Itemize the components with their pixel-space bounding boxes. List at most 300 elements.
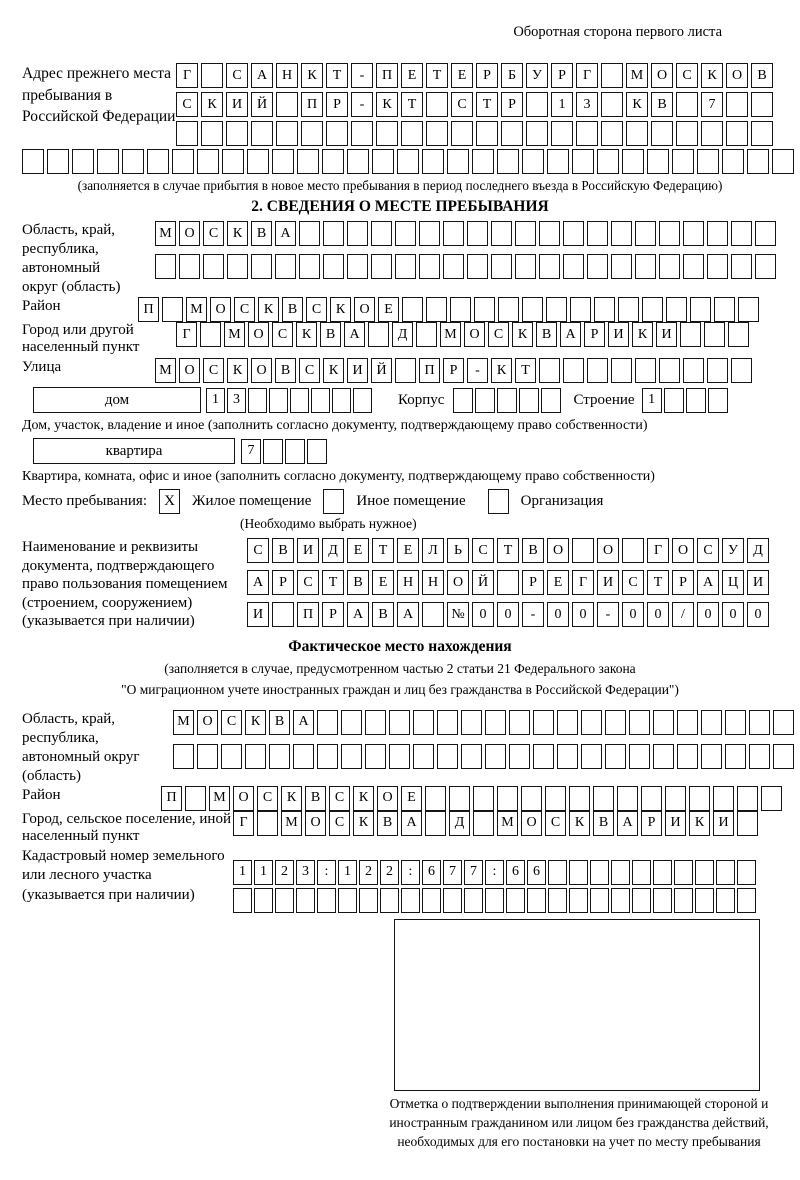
char-box[interactable]: С: [226, 63, 248, 88]
char-box[interactable]: 2: [380, 860, 399, 885]
char-box[interactable]: [380, 888, 399, 913]
char-box[interactable]: [422, 888, 441, 913]
char-box[interactable]: [447, 149, 469, 174]
char-box[interactable]: Р: [551, 63, 573, 88]
char-box[interactable]: В: [651, 92, 673, 117]
char-box[interactable]: [226, 121, 248, 146]
char-box[interactable]: О: [251, 358, 272, 383]
char-box[interactable]: [714, 297, 735, 322]
char-box[interactable]: [290, 388, 309, 413]
char-box[interactable]: О: [179, 358, 200, 383]
char-box[interactable]: К: [701, 63, 723, 88]
char-box[interactable]: Е: [347, 538, 369, 563]
char-box[interactable]: В: [751, 63, 773, 88]
char-box[interactable]: [353, 388, 372, 413]
char-box[interactable]: [611, 888, 630, 913]
char-box[interactable]: [475, 388, 495, 413]
char-box[interactable]: Т: [515, 358, 536, 383]
char-box[interactable]: [401, 888, 420, 913]
char-box[interactable]: 6: [527, 860, 546, 885]
char-box[interactable]: О: [179, 221, 200, 246]
char-box[interactable]: Т: [476, 92, 498, 117]
char-box[interactable]: С: [676, 63, 698, 88]
char-box[interactable]: [285, 439, 305, 464]
char-box[interactable]: 2: [275, 860, 294, 885]
char-box[interactable]: О: [305, 811, 326, 836]
char-box[interactable]: О: [464, 322, 485, 347]
char-box[interactable]: С: [451, 92, 473, 117]
char-box[interactable]: [322, 149, 344, 174]
char-box[interactable]: [526, 92, 548, 117]
char-box[interactable]: С: [488, 322, 509, 347]
char-box[interactable]: [464, 888, 483, 913]
char-box[interactable]: [422, 149, 444, 174]
char-box[interactable]: [301, 121, 323, 146]
char-box[interactable]: [557, 744, 578, 769]
char-box[interactable]: [695, 860, 714, 885]
char-box[interactable]: [419, 254, 440, 279]
char-box[interactable]: [147, 149, 169, 174]
char-box[interactable]: [296, 888, 315, 913]
char-box[interactable]: [731, 358, 752, 383]
char-box[interactable]: [332, 388, 351, 413]
char-box[interactable]: [737, 860, 756, 885]
char-box[interactable]: 1: [254, 860, 273, 885]
char-box[interactable]: [632, 888, 651, 913]
char-box[interactable]: И: [713, 811, 734, 836]
char-box[interactable]: [519, 388, 539, 413]
char-box[interactable]: [539, 254, 560, 279]
char-box[interactable]: [449, 786, 470, 811]
char-box[interactable]: К: [281, 786, 302, 811]
char-box[interactable]: [413, 710, 434, 735]
char-box[interactable]: С: [329, 811, 350, 836]
char-box[interactable]: С: [203, 358, 224, 383]
char-box[interactable]: В: [522, 538, 544, 563]
char-box[interactable]: С: [472, 538, 494, 563]
char-box[interactable]: [751, 92, 773, 117]
char-box[interactable]: [772, 149, 794, 174]
char-box[interactable]: -: [351, 92, 373, 117]
char-box[interactable]: Р: [501, 92, 523, 117]
char-box[interactable]: О: [377, 786, 398, 811]
char-box[interactable]: В: [272, 538, 294, 563]
char-box[interactable]: [347, 149, 369, 174]
char-box[interactable]: [197, 149, 219, 174]
char-box[interactable]: [547, 149, 569, 174]
char-box[interactable]: [473, 786, 494, 811]
char-box[interactable]: [617, 786, 638, 811]
char-box[interactable]: [233, 888, 252, 913]
char-box[interactable]: А: [347, 602, 369, 627]
char-box[interactable]: [725, 710, 746, 735]
char-box[interactable]: [254, 888, 273, 913]
char-box[interactable]: Н: [276, 63, 298, 88]
char-box[interactable]: [593, 786, 614, 811]
char-box[interactable]: Г: [176, 63, 198, 88]
char-box[interactable]: [491, 254, 512, 279]
char-box[interactable]: [570, 297, 591, 322]
char-box[interactable]: [747, 149, 769, 174]
char-box[interactable]: Н: [397, 570, 419, 595]
char-box[interactable]: [22, 149, 44, 174]
char-box[interactable]: 6: [506, 860, 525, 885]
char-box[interactable]: А: [275, 221, 296, 246]
char-box[interactable]: М: [440, 322, 461, 347]
char-box[interactable]: [653, 888, 672, 913]
char-box[interactable]: Г: [233, 811, 254, 836]
char-box[interactable]: К: [512, 322, 533, 347]
char-box[interactable]: [725, 744, 746, 769]
char-box[interactable]: [690, 297, 711, 322]
char-box[interactable]: Е: [451, 63, 473, 88]
char-box[interactable]: 0: [497, 602, 519, 627]
char-box[interactable]: [737, 888, 756, 913]
char-box[interactable]: С: [306, 297, 327, 322]
char-box[interactable]: [674, 860, 693, 885]
char-box[interactable]: [467, 254, 488, 279]
char-box[interactable]: [594, 297, 615, 322]
char-box[interactable]: Л: [422, 538, 444, 563]
char-box[interactable]: [401, 121, 423, 146]
char-box[interactable]: [347, 254, 368, 279]
char-box[interactable]: [497, 388, 517, 413]
char-box[interactable]: П: [138, 297, 159, 322]
char-box[interactable]: М: [155, 221, 176, 246]
char-box[interactable]: [701, 744, 722, 769]
char-box[interactable]: [773, 744, 794, 769]
char-box[interactable]: [563, 358, 584, 383]
char-box[interactable]: К: [227, 221, 248, 246]
char-box[interactable]: [611, 358, 632, 383]
char-box[interactable]: [728, 322, 749, 347]
char-box[interactable]: [651, 121, 673, 146]
char-box[interactable]: М: [186, 297, 207, 322]
char-box[interactable]: Р: [672, 570, 694, 595]
char-box[interactable]: А: [560, 322, 581, 347]
char-box[interactable]: Ь: [447, 538, 469, 563]
char-box[interactable]: К: [323, 358, 344, 383]
char-box[interactable]: В: [372, 602, 394, 627]
char-box[interactable]: [761, 786, 782, 811]
char-box[interactable]: [443, 888, 462, 913]
char-box[interactable]: [755, 254, 776, 279]
char-box[interactable]: [653, 860, 672, 885]
char-box[interactable]: [389, 710, 410, 735]
char-box[interactable]: В: [377, 811, 398, 836]
char-box[interactable]: 0: [572, 602, 594, 627]
char-box[interactable]: [297, 149, 319, 174]
char-box[interactable]: [551, 121, 573, 146]
char-box[interactable]: В: [269, 710, 290, 735]
char-box[interactable]: [548, 860, 567, 885]
char-box[interactable]: [707, 358, 728, 383]
char-box[interactable]: [365, 744, 386, 769]
char-box[interactable]: 7: [464, 860, 483, 885]
char-box[interactable]: К: [301, 63, 323, 88]
char-box[interactable]: 3: [576, 92, 598, 117]
char-box[interactable]: А: [293, 710, 314, 735]
char-box[interactable]: К: [353, 811, 374, 836]
char-box[interactable]: [665, 786, 686, 811]
char-box[interactable]: [749, 744, 770, 769]
char-box[interactable]: [368, 322, 389, 347]
char-box[interactable]: [515, 254, 536, 279]
char-box[interactable]: [587, 358, 608, 383]
checkbox-other-premises[interactable]: [323, 489, 344, 514]
char-box[interactable]: [200, 322, 221, 347]
char-box[interactable]: К: [569, 811, 590, 836]
char-box[interactable]: [461, 744, 482, 769]
char-box[interactable]: Й: [251, 92, 273, 117]
char-box[interactable]: Р: [584, 322, 605, 347]
char-box[interactable]: [203, 254, 224, 279]
char-box[interactable]: [563, 221, 584, 246]
char-box[interactable]: [707, 254, 728, 279]
char-box[interactable]: [122, 149, 144, 174]
char-box[interactable]: Р: [326, 92, 348, 117]
char-box[interactable]: [498, 297, 519, 322]
char-box[interactable]: [545, 786, 566, 811]
char-box[interactable]: К: [201, 92, 223, 117]
char-box[interactable]: [323, 254, 344, 279]
char-box[interactable]: :: [485, 860, 504, 885]
char-box[interactable]: [248, 388, 267, 413]
char-box[interactable]: П: [301, 92, 323, 117]
char-box[interactable]: О: [597, 538, 619, 563]
char-box[interactable]: [185, 786, 206, 811]
char-box[interactable]: -: [351, 63, 373, 88]
char-box[interactable]: [587, 254, 608, 279]
char-box[interactable]: К: [632, 322, 653, 347]
char-box[interactable]: [590, 860, 609, 885]
char-box[interactable]: [338, 888, 357, 913]
char-box[interactable]: Е: [372, 570, 394, 595]
char-box[interactable]: [701, 710, 722, 735]
char-box[interactable]: П: [161, 786, 182, 811]
char-box[interactable]: [546, 297, 567, 322]
char-box[interactable]: [683, 358, 704, 383]
char-box[interactable]: К: [689, 811, 710, 836]
char-box[interactable]: [450, 297, 471, 322]
char-box[interactable]: О: [521, 811, 542, 836]
char-box[interactable]: [642, 297, 663, 322]
char-box[interactable]: К: [330, 297, 351, 322]
char-box[interactable]: [323, 221, 344, 246]
char-box[interactable]: П: [297, 602, 319, 627]
char-box[interactable]: [629, 744, 650, 769]
char-box[interactable]: [359, 888, 378, 913]
char-box[interactable]: [426, 297, 447, 322]
char-box[interactable]: В: [251, 221, 272, 246]
char-box[interactable]: [425, 786, 446, 811]
char-box[interactable]: 3: [296, 860, 315, 885]
char-box[interactable]: В: [282, 297, 303, 322]
char-box[interactable]: [263, 439, 283, 464]
char-box[interactable]: [601, 63, 623, 88]
char-box[interactable]: 0: [697, 602, 719, 627]
char-box[interactable]: [569, 860, 588, 885]
char-box[interactable]: И: [247, 602, 269, 627]
char-box[interactable]: [227, 254, 248, 279]
char-box[interactable]: 0: [747, 602, 769, 627]
char-box[interactable]: [395, 221, 416, 246]
char-box[interactable]: М: [281, 811, 302, 836]
char-box[interactable]: С: [257, 786, 278, 811]
char-box[interactable]: /: [672, 602, 694, 627]
char-box[interactable]: [653, 744, 674, 769]
char-box[interactable]: Г: [576, 63, 598, 88]
char-box[interactable]: [419, 221, 440, 246]
char-box[interactable]: М: [224, 322, 245, 347]
char-box[interactable]: [351, 121, 373, 146]
char-box[interactable]: [581, 710, 602, 735]
char-box[interactable]: В: [305, 786, 326, 811]
char-box[interactable]: [641, 786, 662, 811]
char-box[interactable]: [443, 254, 464, 279]
char-box[interactable]: -: [522, 602, 544, 627]
char-box[interactable]: [581, 744, 602, 769]
char-box[interactable]: [722, 149, 744, 174]
char-box[interactable]: [497, 786, 518, 811]
char-box[interactable]: М: [173, 710, 194, 735]
char-box[interactable]: [526, 121, 548, 146]
char-box[interactable]: К: [491, 358, 512, 383]
char-box[interactable]: [629, 710, 650, 735]
char-box[interactable]: [539, 221, 560, 246]
char-box[interactable]: 7: [241, 439, 261, 464]
char-box[interactable]: [317, 744, 338, 769]
char-box[interactable]: [299, 221, 320, 246]
char-box[interactable]: 1: [233, 860, 252, 885]
char-box[interactable]: [569, 888, 588, 913]
char-box[interactable]: О: [651, 63, 673, 88]
char-box[interactable]: [548, 888, 567, 913]
char-box[interactable]: О: [197, 710, 218, 735]
char-box[interactable]: 1: [551, 92, 573, 117]
char-box[interactable]: [299, 254, 320, 279]
char-box[interactable]: [672, 149, 694, 174]
char-box[interactable]: И: [226, 92, 248, 117]
char-box[interactable]: [485, 744, 506, 769]
char-box[interactable]: У: [526, 63, 548, 88]
char-box[interactable]: [162, 297, 183, 322]
char-box[interactable]: К: [376, 92, 398, 117]
char-box[interactable]: [476, 121, 498, 146]
char-box[interactable]: [597, 149, 619, 174]
char-box[interactable]: №: [447, 602, 469, 627]
char-box[interactable]: [365, 710, 386, 735]
char-box[interactable]: [201, 63, 223, 88]
char-box[interactable]: [590, 888, 609, 913]
char-box[interactable]: [632, 860, 651, 885]
char-box[interactable]: [707, 221, 728, 246]
char-box[interactable]: [474, 297, 495, 322]
char-box[interactable]: [269, 744, 290, 769]
char-box[interactable]: [664, 388, 684, 413]
char-box[interactable]: [509, 710, 530, 735]
char-box[interactable]: [533, 710, 554, 735]
char-box[interactable]: [326, 121, 348, 146]
char-box[interactable]: [509, 744, 530, 769]
char-box[interactable]: К: [227, 358, 248, 383]
char-box[interactable]: Г: [572, 570, 594, 595]
char-box[interactable]: [635, 254, 656, 279]
char-box[interactable]: В: [320, 322, 341, 347]
char-box[interactable]: Р: [476, 63, 498, 88]
char-box[interactable]: И: [656, 322, 677, 347]
char-box[interactable]: М: [209, 786, 230, 811]
char-box[interactable]: [755, 221, 776, 246]
char-box[interactable]: [622, 149, 644, 174]
char-box[interactable]: [713, 786, 734, 811]
char-box[interactable]: [569, 786, 590, 811]
char-box[interactable]: [317, 710, 338, 735]
char-box[interactable]: О: [726, 63, 748, 88]
char-box[interactable]: [389, 744, 410, 769]
char-box[interactable]: [272, 602, 294, 627]
char-box[interactable]: Р: [272, 570, 294, 595]
char-box[interactable]: [443, 221, 464, 246]
char-box[interactable]: [659, 358, 680, 383]
char-box[interactable]: [485, 888, 504, 913]
char-box[interactable]: [347, 221, 368, 246]
char-box[interactable]: [773, 710, 794, 735]
char-box[interactable]: [676, 121, 698, 146]
char-box[interactable]: [695, 888, 714, 913]
char-box[interactable]: Д: [392, 322, 413, 347]
char-box[interactable]: Е: [397, 538, 419, 563]
char-box[interactable]: [311, 388, 330, 413]
char-box[interactable]: [251, 121, 273, 146]
char-box[interactable]: С: [221, 710, 242, 735]
char-box[interactable]: [426, 121, 448, 146]
char-box[interactable]: К: [258, 297, 279, 322]
char-box[interactable]: [416, 322, 437, 347]
char-box[interactable]: Е: [401, 786, 422, 811]
char-box[interactable]: С: [234, 297, 255, 322]
char-box[interactable]: А: [617, 811, 638, 836]
char-box[interactable]: [611, 254, 632, 279]
char-box[interactable]: П: [419, 358, 440, 383]
char-box[interactable]: [611, 221, 632, 246]
char-box[interactable]: 7: [701, 92, 723, 117]
char-box[interactable]: [557, 710, 578, 735]
char-box[interactable]: 1: [206, 388, 225, 413]
char-box[interactable]: Ц: [722, 570, 744, 595]
char-box[interactable]: [371, 221, 392, 246]
checkbox-residential[interactable]: X: [159, 489, 180, 514]
char-box[interactable]: [677, 744, 698, 769]
char-box[interactable]: Д: [322, 538, 344, 563]
char-box[interactable]: В: [347, 570, 369, 595]
char-box[interactable]: [737, 811, 758, 836]
char-box[interactable]: [680, 322, 701, 347]
char-box[interactable]: [155, 254, 176, 279]
char-box[interactable]: [618, 297, 639, 322]
char-box[interactable]: Г: [647, 538, 669, 563]
char-box[interactable]: [601, 92, 623, 117]
char-box[interactable]: О: [672, 538, 694, 563]
char-box[interactable]: [422, 602, 444, 627]
char-box[interactable]: Е: [547, 570, 569, 595]
char-box[interactable]: И: [297, 538, 319, 563]
char-box[interactable]: К: [245, 710, 266, 735]
char-box[interactable]: О: [547, 538, 569, 563]
char-box[interactable]: [677, 710, 698, 735]
char-box[interactable]: [251, 254, 272, 279]
char-box[interactable]: [605, 744, 626, 769]
